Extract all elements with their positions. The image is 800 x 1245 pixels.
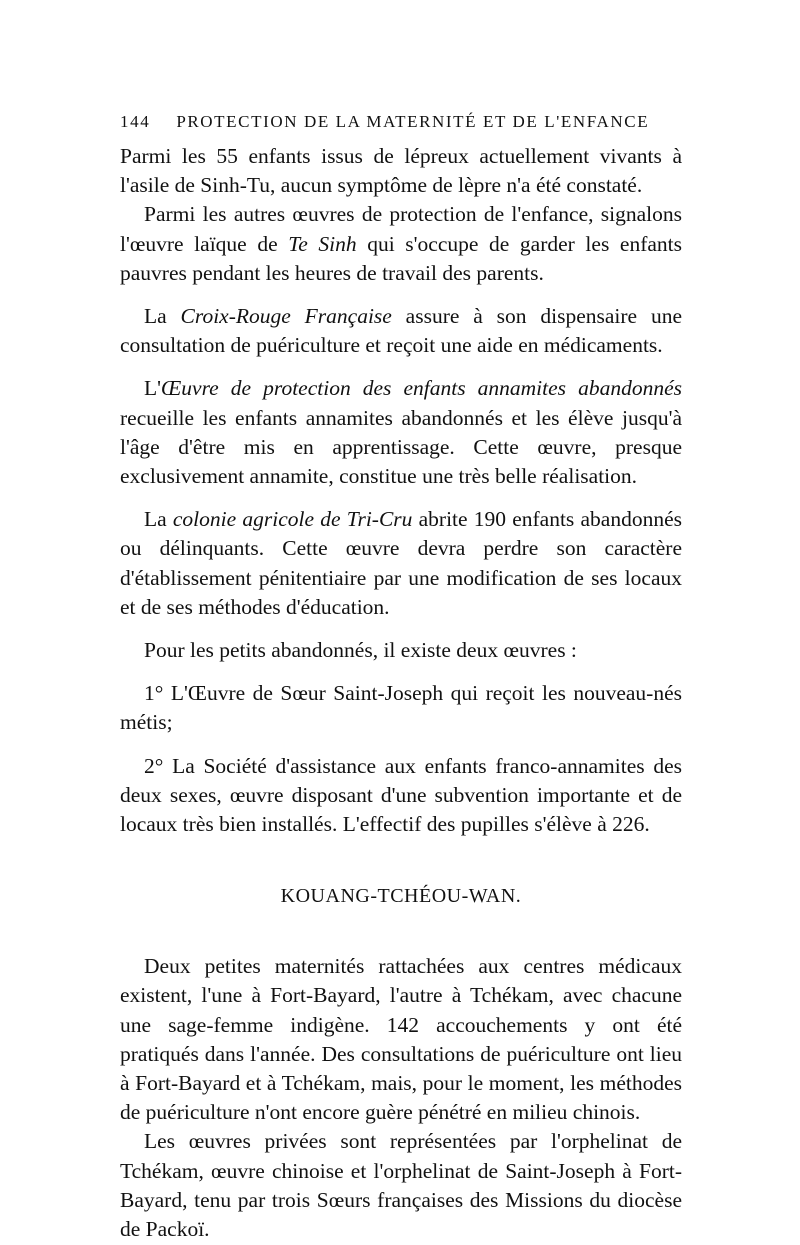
running-title: PROTECTION DE LA MATERNITÉ ET DE L'ENFANCE (176, 112, 650, 131)
section-heading: KOUANG-TCHÉOU-WAN. (280, 885, 522, 908)
te-sinh-name: Te Sinh (288, 231, 357, 256)
paragraph-red-cross: La Croix-Rouge Française assure à son dispensaire une consultation de puériculture et reçoit une aide en médicaments. (120, 304, 682, 358)
paragraph-leprosy-asylum: Parmi les 55 enfants issus de lépreux actuellement vivants à l'asile de Sinh-Tu, aucun symptôme de lèpre n'a été constaté. (120, 144, 682, 198)
paragraph-assistance-society: 2° La Société d'assistance aux enfants franco-annamites des deux sexes, œuvre disposant d'une subvention importante et de locaux très bien installés. L'effectif des pupilles s'élève à 226. (120, 753, 682, 837)
paragraph-private-works: Les œuvres privées sont représentées par l'orphelinat de Tchékam, œuvre chinoise et l'orphelinat de Saint-Joseph à Fort-Bayard, tenu par trois Sœurs françaises des Missions du diocèse de Packoï. (120, 1129, 682, 1242)
page (120, 112, 682, 1244)
paragraph-te-sinh: Parmi les autres œuvres de protection de l'enfance, signalons l'œuvre laïque de Te Sinh qui s'occupe de garder les enfants pauvres pendant les heures de travail des parents. (120, 202, 682, 285)
paragraph-saint-joseph: 1° L'Œuvre de Sœur Saint-Joseph qui reçoit les nouveau-nés métis; (120, 681, 682, 735)
paragraph-tri-cru-colony: La colonie agricole de Tri-Cru abrite 190 enfants abandonnés ou délinquants. Cette œuvre devra perdre son caractère d'établissement pénitentiaire par une modification de ses locaux et de ses méthodes d'éducation. (120, 507, 682, 619)
tri-cru-colony-name: colonie agricole de Tri-Cru (172, 507, 413, 532)
paragraph-maternities: Deux petites maternités rattachées aux centres médicaux existent, l'une à Fort-Bayard, l'autre à Tchékam, avec chacune une sage-femme indigène. 142 accouchements y ont été pratiqués dans l'année. Des consultations de puériculture ont lieu à Fort-Bayard et à Tchékam, mais, pour le moment, les méthodes de puériculture n'ont encore guère pénétré en milieu chinois. (120, 954, 682, 1125)
running-head (120, 112, 682, 132)
red-cross-name: Croix-Rouge Française (180, 304, 392, 329)
paragraph-two-works: Pour les petits abandonnés, il existe deux œuvres : (144, 638, 577, 663)
abandoned-children-work-name: Œuvre de protection des enfants annamites abandonnés (161, 376, 682, 401)
paragraph-abandoned-children: L'Œuvre de protection des enfants annamites abandonnés recueille les enfants annamites abandonnés et les élève jusqu'à l'âge d'être mis en apprentissage. Cette œuvre, presque exclusivement annamite, constitue une très belle réalisation. (120, 376, 682, 489)
page-number: 144 (120, 112, 151, 131)
